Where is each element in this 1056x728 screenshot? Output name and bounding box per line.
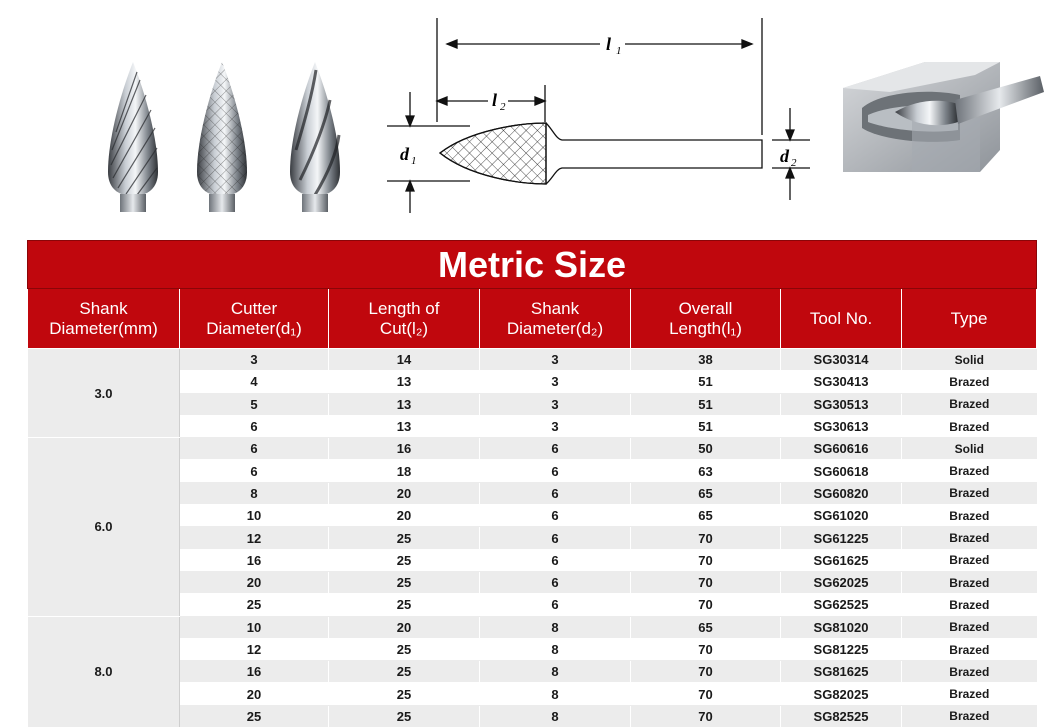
shank-diameter-group-cell: 8.0 bbox=[28, 616, 180, 727]
length-of-cut-cell: 25 bbox=[329, 594, 480, 616]
header-cutter-diameter-line: Diameter(d₁) bbox=[206, 318, 302, 338]
header-shank-diameter-mm-line: Diameter(mm) bbox=[49, 318, 158, 338]
type-cell: Brazed bbox=[902, 661, 1037, 683]
label-d1: d bbox=[400, 144, 409, 164]
label-l2: l bbox=[492, 90, 498, 110]
label-d2: d bbox=[780, 146, 789, 166]
shank-d2-cell: 8 bbox=[480, 683, 631, 705]
overall-length-cell: 70 bbox=[631, 705, 781, 727]
overall-length-cell: 65 bbox=[631, 616, 781, 638]
header-type-line: Type bbox=[950, 308, 988, 328]
header-shank-diameter-d2 bbox=[480, 289, 631, 349]
label-l1: l bbox=[606, 34, 612, 54]
table-row bbox=[28, 349, 1037, 371]
label-d2-sub: 2 bbox=[791, 157, 797, 169]
tool-no-cell: SG81020 bbox=[781, 616, 902, 638]
table-row bbox=[28, 638, 1037, 660]
shank-diameter-group-cell: 6.0 bbox=[28, 438, 180, 616]
tool-no-cell: SG61225 bbox=[781, 527, 902, 549]
type-cell: Brazed bbox=[902, 482, 1037, 504]
cutter-diameter-cell: 12 bbox=[180, 638, 329, 660]
tool-no-cell: SG82525 bbox=[781, 705, 902, 727]
header-cutter-diameter-line: Cutter bbox=[230, 298, 278, 318]
cutter-diameter-cell: 6 bbox=[180, 438, 329, 460]
cutter-diameter-cell: 25 bbox=[180, 594, 329, 616]
type-cell: Solid bbox=[902, 438, 1037, 460]
type-cell: Brazed bbox=[902, 460, 1037, 482]
shank-d2-cell: 3 bbox=[480, 415, 631, 437]
header-overall-length-line: Overall bbox=[678, 298, 733, 318]
header-tool-no bbox=[781, 289, 902, 349]
table-body bbox=[28, 349, 1037, 728]
cutter-diameter-cell: 16 bbox=[180, 549, 329, 571]
tool-no-cell: SG81625 bbox=[781, 661, 902, 683]
header-tool-no-line: Tool No. bbox=[809, 308, 873, 328]
type-cell: Brazed bbox=[902, 571, 1037, 593]
table-row bbox=[28, 371, 1037, 393]
length-of-cut-cell: 25 bbox=[329, 638, 480, 660]
overall-length-cell: 51 bbox=[631, 393, 781, 415]
table-row bbox=[28, 594, 1037, 616]
application-example-image bbox=[843, 62, 1044, 172]
type-cell: Brazed bbox=[902, 594, 1037, 616]
tool-no-cell: SG61020 bbox=[781, 505, 902, 527]
shank-d2-cell: 6 bbox=[480, 460, 631, 482]
table-row bbox=[28, 505, 1037, 527]
tool-no-cell: SG62525 bbox=[781, 594, 902, 616]
cutter-diameter-cell: 20 bbox=[180, 571, 329, 593]
tool-no-cell: SG60820 bbox=[781, 482, 902, 504]
length-of-cut-cell: 20 bbox=[329, 482, 480, 504]
length-of-cut-cell: 13 bbox=[329, 393, 480, 415]
cutter-diameter-cell: 10 bbox=[180, 616, 329, 638]
cutter-diameter-cell: 12 bbox=[180, 527, 329, 549]
length-of-cut-cell: 13 bbox=[329, 371, 480, 393]
length-of-cut-cell: 25 bbox=[329, 683, 480, 705]
tool-no-cell: SG62025 bbox=[781, 571, 902, 593]
type-cell: Brazed bbox=[902, 705, 1037, 727]
type-cell: Brazed bbox=[902, 415, 1037, 437]
overall-length-cell: 50 bbox=[631, 438, 781, 460]
overall-length-cell: 63 bbox=[631, 460, 781, 482]
cutter-diameter-cell: 5 bbox=[180, 393, 329, 415]
burr-aluminum-cut-image bbox=[290, 62, 340, 212]
overall-length-cell: 51 bbox=[631, 371, 781, 393]
shank-d2-cell: 6 bbox=[480, 594, 631, 616]
cutter-diameter-cell: 16 bbox=[180, 661, 329, 683]
table-row bbox=[28, 393, 1037, 415]
cutter-diameter-cell: 10 bbox=[180, 505, 329, 527]
shank-d2-cell: 3 bbox=[480, 393, 631, 415]
label-l1-sub: 1 bbox=[616, 45, 622, 57]
tool-no-cell: SG60616 bbox=[781, 438, 902, 460]
header-cutter-diameter bbox=[180, 289, 329, 349]
shank-diameter-group-cell: 3.0 bbox=[28, 349, 180, 438]
type-cell: Brazed bbox=[902, 549, 1037, 571]
header-shank-diameter-d2-line: Shank bbox=[530, 298, 580, 318]
table-row bbox=[28, 460, 1037, 482]
table-row bbox=[28, 527, 1037, 549]
overall-length-cell: 70 bbox=[631, 661, 781, 683]
overall-length-cell: 70 bbox=[631, 527, 781, 549]
burr-single-cut-image bbox=[108, 62, 158, 212]
shank-d2-cell: 6 bbox=[480, 438, 631, 460]
length-of-cut-cell: 25 bbox=[329, 571, 480, 593]
header-type bbox=[902, 289, 1037, 349]
length-of-cut-cell: 25 bbox=[329, 527, 480, 549]
header-overall-length bbox=[631, 289, 781, 349]
header-length-of-cut bbox=[329, 289, 480, 349]
length-of-cut-cell: 20 bbox=[329, 505, 480, 527]
shank-d2-cell: 6 bbox=[480, 571, 631, 593]
label-l2-sub: 2 bbox=[500, 101, 506, 113]
cutter-diameter-cell: 8 bbox=[180, 482, 329, 504]
overall-length-cell: 51 bbox=[631, 415, 781, 437]
tool-no-cell: SG30613 bbox=[781, 415, 902, 437]
type-cell: Solid bbox=[902, 349, 1037, 371]
tool-no-cell: SG30314 bbox=[781, 349, 902, 371]
type-cell: Brazed bbox=[902, 683, 1037, 705]
length-of-cut-cell: 25 bbox=[329, 549, 480, 571]
cutter-diameter-cell: 6 bbox=[180, 415, 329, 437]
table-header-row bbox=[28, 289, 1037, 349]
table-row bbox=[28, 661, 1037, 683]
type-cell: Brazed bbox=[902, 638, 1037, 660]
length-of-cut-cell: 20 bbox=[329, 616, 480, 638]
overall-length-cell: 70 bbox=[631, 638, 781, 660]
product-illustrations bbox=[0, 0, 1056, 232]
type-cell: Brazed bbox=[902, 505, 1037, 527]
shank-d2-cell: 8 bbox=[480, 705, 631, 727]
table-row bbox=[28, 438, 1037, 460]
table-row bbox=[28, 415, 1037, 437]
shank-d2-cell: 3 bbox=[480, 349, 631, 371]
shank-d2-cell: 6 bbox=[480, 482, 631, 504]
length-of-cut-cell: 18 bbox=[329, 460, 480, 482]
overall-length-cell: 70 bbox=[631, 594, 781, 616]
header-shank-diameter-mm bbox=[28, 289, 180, 349]
overall-length-cell: 65 bbox=[631, 482, 781, 504]
shank-d2-cell: 8 bbox=[480, 661, 631, 683]
header-shank-diameter-mm-line: Shank bbox=[79, 298, 128, 318]
table-row bbox=[28, 549, 1037, 571]
cutter-diameter-cell: 6 bbox=[180, 460, 329, 482]
table-row bbox=[28, 482, 1037, 504]
overall-length-cell: 65 bbox=[631, 505, 781, 527]
dimension-drawing bbox=[387, 18, 810, 213]
length-of-cut-cell: 25 bbox=[329, 661, 480, 683]
type-cell: Brazed bbox=[902, 616, 1037, 638]
tool-no-cell: SG60618 bbox=[781, 460, 902, 482]
burr-double-cut-image bbox=[197, 62, 247, 212]
tool-no-cell: SG81225 bbox=[781, 638, 902, 660]
tool-no-cell: SG30413 bbox=[781, 371, 902, 393]
header-length-of-cut-line: Cut(l₂) bbox=[379, 318, 429, 338]
table-title: Metric Size bbox=[28, 241, 1037, 289]
overall-length-cell: 70 bbox=[631, 571, 781, 593]
overall-length-cell: 38 bbox=[631, 349, 781, 371]
length-of-cut-cell: 14 bbox=[329, 349, 480, 371]
type-cell: Brazed bbox=[902, 393, 1037, 415]
label-d1-sub: 1 bbox=[411, 155, 417, 167]
metric-size-table bbox=[27, 240, 1036, 728]
shank-d2-cell: 6 bbox=[480, 505, 631, 527]
cutter-diameter-cell: 20 bbox=[180, 683, 329, 705]
tool-no-cell: SG61625 bbox=[781, 549, 902, 571]
cutter-diameter-cell: 4 bbox=[180, 371, 329, 393]
tool-no-cell: SG30513 bbox=[781, 393, 902, 415]
length-of-cut-cell: 16 bbox=[329, 438, 480, 460]
length-of-cut-cell: 13 bbox=[329, 415, 480, 437]
table-row bbox=[28, 705, 1037, 727]
table-row bbox=[28, 683, 1037, 705]
shank-d2-cell: 3 bbox=[480, 371, 631, 393]
cutter-diameter-cell: 3 bbox=[180, 349, 329, 371]
tool-no-cell: SG82025 bbox=[781, 683, 902, 705]
table-row bbox=[28, 616, 1037, 638]
table-row bbox=[28, 571, 1037, 593]
overall-length-cell: 70 bbox=[631, 549, 781, 571]
header-length-of-cut-line: Length of bbox=[368, 298, 440, 318]
type-cell: Brazed bbox=[902, 371, 1037, 393]
header-shank-diameter-d2-line: Diameter(d₂) bbox=[506, 318, 604, 338]
shank-d2-cell: 6 bbox=[480, 527, 631, 549]
length-of-cut-cell: 25 bbox=[329, 705, 480, 727]
shank-d2-cell: 6 bbox=[480, 549, 631, 571]
type-cell: Brazed bbox=[902, 527, 1037, 549]
cutter-diameter-cell: 25 bbox=[180, 705, 329, 727]
shank-d2-cell: 8 bbox=[480, 638, 631, 660]
header-overall-length-line: Length(l₁) bbox=[669, 318, 742, 338]
shank-d2-cell: 8 bbox=[480, 616, 631, 638]
overall-length-cell: 70 bbox=[631, 683, 781, 705]
